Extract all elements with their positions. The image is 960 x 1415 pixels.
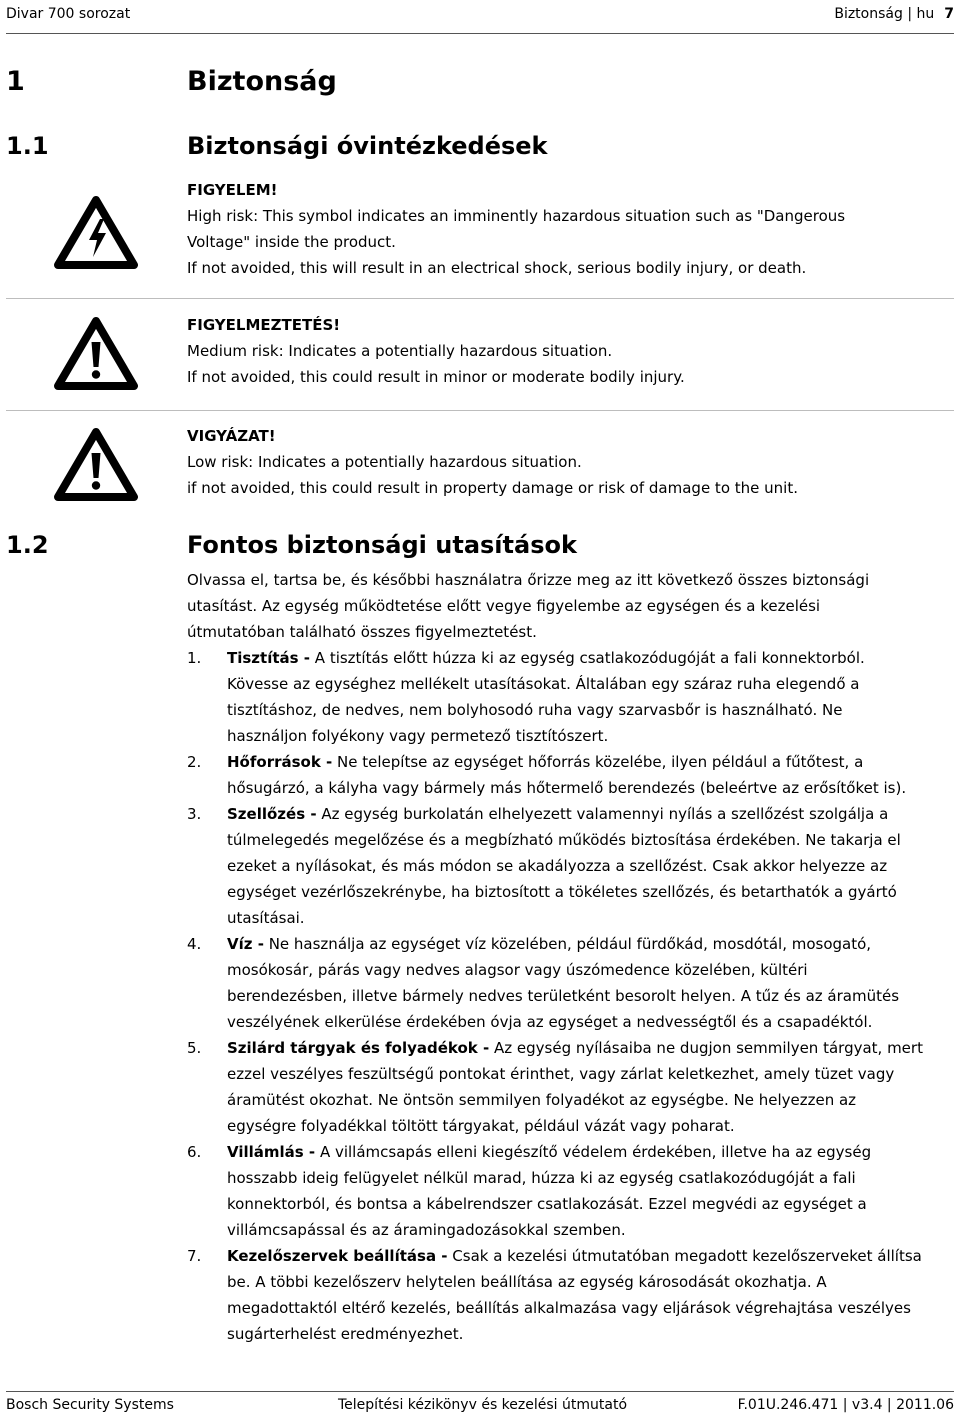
intro-line: utasítást. Az egység működtetése előtt vegye figyelembe az egységen és a kezelési	[187, 597, 821, 615]
intro-line: Olvassa el, tartsa be, és későbbi használatra őrizze meg az itt következő összes biztonsági	[187, 571, 870, 589]
caution-line: if not avoided, this could result in property damage or risk of damage to the unit.	[187, 479, 798, 497]
item-line: Ne telepítse az egységet hőforrás közelébe, ilyen például a fűtőtest, a	[332, 753, 864, 771]
notice-divider	[6, 298, 954, 299]
item-line: egységet vezérlőszekrénybe, ha biztosított a tökéletes szellőzés, és betarthatók a gyártó	[227, 883, 897, 901]
item-line: Az egység nyílásaiba ne dugjon semmilyen tárgyat, mert	[489, 1039, 923, 1057]
item-line: egységre folyadékkal töltött tárgyakat, például vázát vagy poharat.	[227, 1117, 735, 1135]
intro-line: útmutatóban található összes figyelmeztetést.	[187, 623, 537, 641]
item-line: berendezésben, illetve bármely nedves területként besorolt helyen. A tűz és az áramütés	[227, 987, 900, 1005]
exclamation-warning-icon	[54, 316, 138, 394]
item-line: használjon folyékony vagy permetező tisztítószert.	[227, 727, 609, 745]
item-line: Az egység burkolatán elhelyezett valamennyi nyílás a szellőzést szolgálja a	[316, 805, 889, 823]
notice-divider	[6, 410, 954, 411]
item-line: villámcsapással és az áramingadozásokkal szemben.	[227, 1221, 626, 1239]
high-voltage-warning-icon	[54, 195, 138, 273]
item-line: ezzel veszélyes feszültségű pontokat érinthet, vagy zárlat keletkezhet, amely tüzet vagy	[227, 1065, 895, 1083]
item-line: Kövesse az egységhez mellékelt utasításokat. Általában egy száraz ruha elegendő a	[227, 675, 860, 693]
item-number: 6.	[187, 1143, 202, 1161]
item-line: megadottaktól eltérő kezelés, beállítás alkalmazása vagy eljárások végrehajtása veszélyes	[227, 1299, 911, 1317]
item-title: Kezelőszervek beállítása -	[227, 1247, 448, 1265]
caution-line: Low risk: Indicates a potentially hazardous situation.	[187, 453, 582, 471]
item-line: Csak a kezelési útmutatóban megadott kezelőszerveket állítsa	[447, 1247, 922, 1265]
page-footer	[6, 1397, 954, 1415]
danger-label: FIGYELEM!	[187, 181, 278, 199]
item-line: hosszabb ideig felügyelet nélkül marad, húzza ki az egység csatlakozódugóját a fali	[227, 1169, 856, 1187]
instruction-item	[187, 801, 957, 931]
header-divider	[6, 33, 954, 34]
item-title: Szilárd tárgyak és folyadékok -	[227, 1039, 490, 1057]
danger-line: High risk: This symbol indicates an imminently hazardous situation such as "Dangerous	[187, 207, 846, 225]
footer-document-id: F.01U.246.471 | v3.4 | 2011.06	[737, 1397, 954, 1413]
warning-notice-text	[187, 312, 685, 390]
item-number: 3.	[187, 805, 202, 823]
item-title: Szellőzés -	[227, 805, 317, 823]
danger-notice-text	[187, 177, 845, 281]
warning-line: Medium risk: Indicates a potentially hazardous situation.	[187, 342, 613, 360]
item-line: túlmelegedés megelőzése és a megbízható működés biztosítása érdekében. Ne takarja el	[227, 831, 901, 849]
item-line: tisztításhoz, de nedves, nem bolyhosodó ruha vagy szarvasbőr is használható. Ne	[227, 701, 843, 719]
item-number: 7.	[187, 1247, 202, 1265]
item-line: áramütést okozhat. Ne öntsön semmilyen folyadékot az egységbe. Ne helyezzen az	[227, 1091, 857, 1109]
exclamation-warning-icon	[54, 427, 138, 505]
item-number: 2.	[187, 753, 202, 771]
section-1-2-title: Fontos biztonsági utasítások	[187, 531, 577, 559]
danger-line: Voltage" inside the product.	[187, 233, 396, 251]
section-1-1-number: 1.1	[6, 132, 49, 160]
header-section-label: Biztonság | hu	[834, 6, 935, 22]
instruction-item	[187, 1243, 957, 1347]
section-1-number: 1	[6, 66, 25, 97]
instruction-list	[187, 645, 957, 1347]
item-title: Hőforrások -	[227, 753, 333, 771]
instruction-item	[187, 645, 957, 749]
instruction-item	[187, 749, 957, 801]
warning-label: FIGYELMEZTETÉS!	[187, 316, 341, 334]
item-number: 1.	[187, 649, 202, 667]
item-number: 4.	[187, 935, 202, 953]
safety-instructions	[187, 567, 957, 1347]
item-line: ezeket a nyílásokat, és más módon se akadályozza a szellőzést. Csak akkor helyezze az	[227, 857, 888, 875]
danger-line: If not avoided, this will result in an electrical shock, serious bodily injury, or death.	[187, 259, 807, 277]
item-line: veszélyének elkerülése érdekében óvja az egységet a nedvességtől és a csapadéktól.	[227, 1013, 873, 1031]
item-line: mosókosár, párás vagy nedves alagsor vagy úszómedence közelében, kültéri	[227, 961, 808, 979]
footer-document-title: Telepítési kézikönyv és kezelési útmutató	[338, 1397, 628, 1413]
instruction-item	[187, 1035, 957, 1139]
footer-company: Bosch Security Systems	[6, 1397, 174, 1413]
item-line: sugárterhelést eredményezhet.	[227, 1325, 464, 1343]
section-1-1-title: Biztonsági óvintézkedések	[187, 132, 548, 160]
warning-line: If not avoided, this could result in minor or moderate bodily injury.	[187, 368, 685, 386]
item-line: konnektorból, és bontsa a kábelrendszer csatlakozását. Ezzel megvédi az egységet a	[227, 1195, 867, 1213]
item-line: hősugárzó, a kályha vagy bármely más hőtermelő berendezés (beleértve az erősítőket is).	[227, 779, 907, 797]
footer-divider	[6, 1391, 954, 1392]
item-line: be. A többi kezelőszerv helytelen beállítása az egység károsodását okozhatja. A	[227, 1273, 827, 1291]
item-line: utasításai.	[227, 909, 305, 927]
intro-paragraph	[187, 567, 957, 645]
page-number: 7	[944, 6, 954, 22]
page-header	[6, 6, 954, 28]
header-product-name: Divar 700 sorozat	[6, 6, 131, 22]
caution-label: VIGYÁZAT!	[187, 427, 276, 445]
item-line: A villámcsapás elleni kiegészítő védelem érdekében, illetve ha az egység	[315, 1143, 872, 1161]
item-line: Ne használja az egységet víz közelében, például fürdőkád, mosdótál, mosogató,	[263, 935, 872, 953]
instruction-item	[187, 931, 957, 1035]
item-line: A tisztítás előtt húzza ki az egység csatlakozódugóját a fali konnektorból.	[310, 649, 865, 667]
item-title: Villámlás -	[227, 1143, 316, 1161]
header-section-info	[834, 6, 954, 22]
section-1-2-number: 1.2	[6, 531, 49, 559]
item-title: Víz -	[227, 935, 264, 953]
instruction-item	[187, 1139, 957, 1243]
item-title: Tisztítás -	[227, 649, 311, 667]
section-1-title: Biztonság	[187, 66, 337, 97]
item-number: 5.	[187, 1039, 202, 1057]
caution-notice-text	[187, 423, 798, 501]
